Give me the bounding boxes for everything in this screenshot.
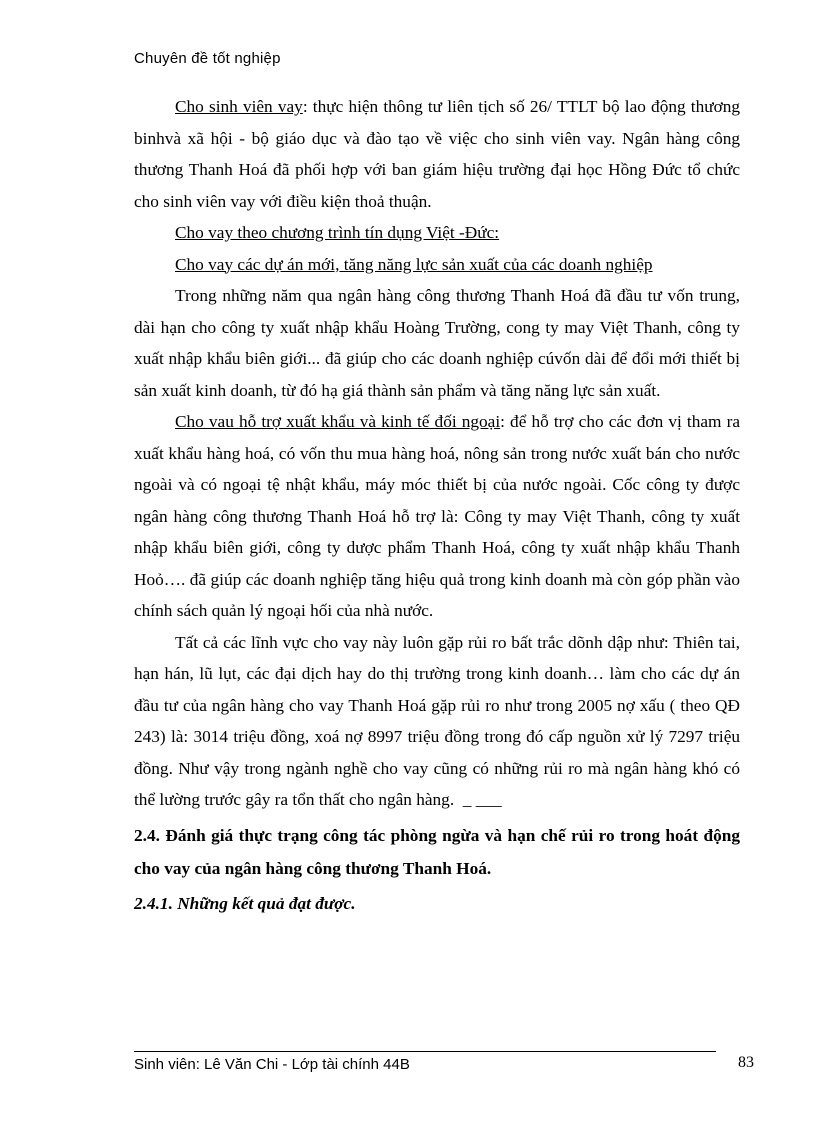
paragraph-viet-duc-program bbox=[134, 217, 740, 249]
document-body bbox=[134, 91, 740, 922]
paragraph-text: : thực hiện thông tư liên tịch số 26/ TTLT bộ lao động thương binhvà xã hội - bộ giáo dục và đào tạo về việc cho sinh viên vay. Ngân hàng công thương Thanh Hoá đã phối hợp với ban giám hiệu trường đại học Hồng Đức tổ chức cho sinh viên vay với điều kiện thoả thuận. bbox=[134, 97, 741, 211]
paragraph-long-term-investment bbox=[134, 280, 740, 406]
page-number: 83 bbox=[738, 1054, 754, 1071]
paragraph-new-projects bbox=[134, 249, 740, 281]
paragraph-student-loans bbox=[134, 91, 740, 217]
running-header: Chuyên đề tốt nghiệp bbox=[134, 50, 281, 67]
paragraph-text: Trong những năm qua ngân hàng công thương Thanh Hoá đã đầu tư vốn trung, dài hạn cho công ty xuất nhập khẩu Hoàng Trường, cong ty may Việt Thanh, công ty xuất nhập khẩu biên giới... đã giúp cho các doanh nghiệp cúvốn dài để đổi mới thiết bị sản xuất kinh doanh, từ đó hạ giá thành sản phẩm và tăng năng lực sản xuất. bbox=[134, 286, 740, 400]
section-heading: 2.4. Đánh giá thực trạng công tác phòng ngừa và hạn chế rủi ro trong hoát động cho vay của ngân hàng công thương Thanh Hoá. bbox=[134, 825, 740, 878]
footer-student: Sinh viên: Lê Văn Chi - Lớp tài chính 44B bbox=[134, 1056, 410, 1073]
paragraph-label: Cho vay các dự án mới, tăng năng lực sản xuất của các doanh nghiệp bbox=[175, 254, 653, 274]
paragraph-label: Cho vay theo chương trình tín dụng Việt -Đức: bbox=[175, 223, 500, 242]
paragraph-label: Cho vau hỗ trợ xuất khẩu và kinh tế đối ngoại bbox=[175, 412, 501, 431]
footer-divider bbox=[134, 1051, 716, 1052]
subsection-heading: 2.4.1. Những kết quả đạt được. bbox=[134, 893, 356, 913]
paragraph-export-support bbox=[134, 406, 740, 627]
paragraph-text: : để hỗ trợ cho các đơn vị tham ra xuất khẩu hàng hoá, có vốn thu mua hàng hoá, nông sản trong nước xuất bán cho nước ngoài và có ngoại tệ nhật khẩu, máy móc thiết bị của nước ngoài. Cốc công ty được ngân hàng công thương Thanh Hoá hỗ trợ là: Công ty may Việt Thanh, công ty xuất nhập khẩu biên giới, công ty dược phẩm Thanh Hoá, công ty xuất nhập khẩu Thanh Hoỏ…. đã giúp các doanh nghiệp tăng hiệu quả trong kinh doanh mà còn góp phần vào chính sách quản lý ngoại hối của nhà nước. bbox=[134, 412, 740, 620]
paragraph-risks bbox=[134, 627, 740, 816]
trailing-underscores: _ ___ bbox=[462, 790, 502, 809]
paragraph-text: Tất cả các lĩnh vực cho vay này luôn gặp rủi ro bất trắc dõnh dập như: Thiên tai, hạn hán, lũ lụt, các đại dịch hay do thị trường trong kinh doanh… làm cho các dự án đầu tư của ngân hàng cho vay Thanh Hoá gặp rủi ro như trong 2005 nợ xấu ( theo QĐ 243) là: 3014 triệu đồng, xoá nợ 8997 triệu đồng trong đó cấp nguồn xử lý 7297 triệu đồng. Như vậy trong ngành nghề cho vay cũng có những rủi ro mà ngân hàng khó có thể lường trước gây ra tổn thất cho ngân hàng. bbox=[134, 632, 740, 809]
paragraph-label: Cho sinh viên vay bbox=[175, 97, 303, 116]
